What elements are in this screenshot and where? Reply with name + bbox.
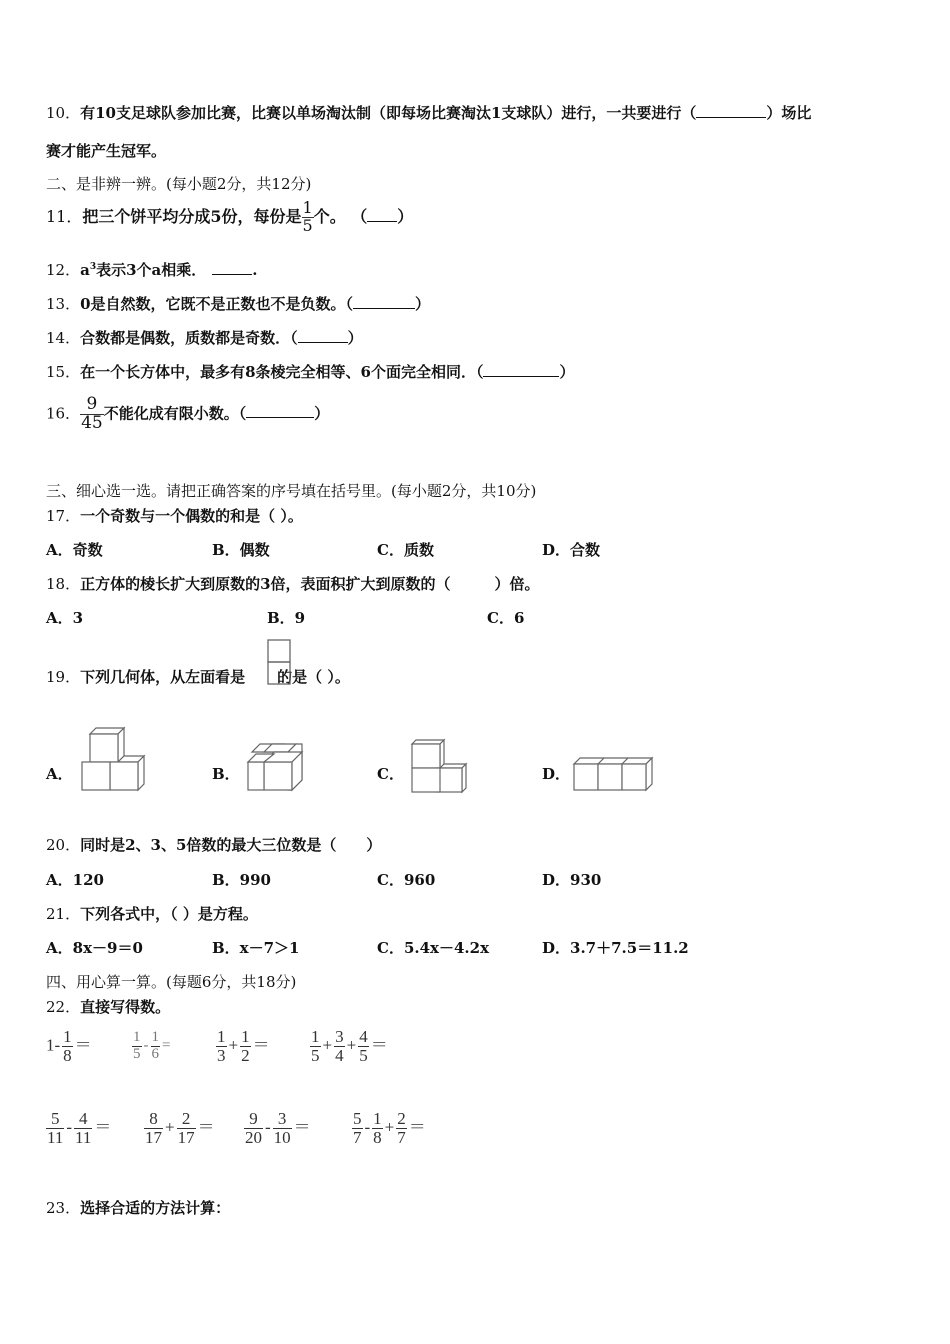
question-text: 有10支足球队参加比赛，比赛以单场淘汰制（即每场比赛淘汰1支球队）进行，一共要进行（ — [80, 104, 697, 122]
question-text: ） — [559, 363, 575, 381]
question-text: ） — [397, 206, 414, 226]
calc-expression: $\frac{1}{5}$ - $\frac{1}{6}$ = — [133, 1029, 171, 1062]
question-12 — [46, 259, 258, 280]
option-b[interactable]: B．x－7＞1 — [212, 939, 300, 957]
question-text: ） — [347, 329, 363, 347]
question-text: 下列各式中，（ ）是方程。 — [80, 905, 258, 923]
option-c[interactable]: C．质数 — [377, 541, 434, 559]
option-a[interactable]: A．3 — [46, 609, 84, 627]
question-13 — [46, 293, 430, 314]
question-15 — [46, 361, 575, 382]
question-22 — [46, 996, 170, 1017]
option-b[interactable]: B．990 — [212, 871, 271, 889]
calc-expression: $\frac{1}{5}$ + $\frac{3}{4}$ + $\frac{4}{5}$ ＝ — [311, 1027, 388, 1065]
option-b[interactable]: B．9 — [267, 609, 306, 627]
question-text: ） — [415, 295, 431, 313]
answer-blank[interactable] — [353, 293, 415, 309]
question-17 — [46, 505, 303, 526]
calc-expression: 1- $\frac{1}{8}$ ＝ — [46, 1027, 92, 1065]
question-text: 表示3个a相乘． — [96, 261, 207, 279]
option-d[interactable]: D．930 — [542, 871, 602, 889]
question-number: 22． — [46, 998, 81, 1016]
option-a[interactable]: A．奇数 — [46, 541, 103, 559]
question-number: 12． — [46, 261, 81, 279]
question-number: 17． — [46, 507, 81, 525]
option-c[interactable]: C． — [377, 765, 404, 783]
question-number: 23． — [46, 1199, 81, 1217]
question-text: 0是自然数，它既不是正数也不是负数。（ — [80, 295, 354, 313]
section-heading-4: 四、用心算一算。(每题6分，共18分) — [46, 973, 297, 991]
question-18 — [46, 573, 540, 594]
power-base: a — [80, 261, 90, 279]
section-heading-2: 二、是非辨一辨。(每小题2分，共12分) — [46, 175, 312, 193]
question-number: 13． — [46, 295, 81, 313]
question-number: 14． — [46, 329, 81, 347]
cube-figure-c[interactable] — [408, 736, 470, 796]
answer-blank[interactable] — [298, 327, 348, 343]
question-23 — [46, 1197, 230, 1218]
question-19 — [46, 666, 350, 687]
calc-expression: $\frac{1}{3}$ + $\frac{1}{2}$ ＝ — [217, 1027, 270, 1065]
option-b[interactable]: B． — [212, 765, 240, 783]
question-number: 21． — [46, 905, 81, 923]
question-text: ）场比 — [766, 104, 812, 122]
question-text: 下列几何体，从左面看是 — [80, 668, 246, 686]
option-c[interactable]: C．960 — [377, 871, 436, 889]
question-16 — [46, 396, 329, 433]
option-d[interactable]: D． — [542, 765, 571, 783]
question-21 — [46, 903, 258, 924]
question-number: 16． — [46, 404, 81, 423]
question-text: 正方体的棱长扩大到原数的3倍，表面积扩大到原数的（ — [80, 575, 451, 593]
question-text: ）倍。 — [494, 575, 540, 593]
calc-expression: $\frac{5}{7}$ - $\frac{1}{8}$ + $\frac{2}{7}$ ＝ — [353, 1109, 426, 1147]
cube-figure-d[interactable] — [570, 754, 656, 794]
question-text: . — [252, 261, 258, 279]
calc-expression: $\frac{9}{20}$ - $\frac{3}{10}$ ＝ — [245, 1109, 311, 1147]
question-text: 同时是2、3、5倍数的最大三位数是（ ） — [80, 836, 382, 854]
question-text: 把三个饼平均分成5份，每份是 — [82, 206, 302, 226]
question-14 — [46, 327, 363, 348]
answer-blank[interactable] — [367, 205, 397, 222]
question-number: 20． — [46, 836, 81, 854]
power-exponent: 3 — [89, 262, 97, 272]
question-number: 19． — [46, 668, 81, 686]
question-20 — [46, 834, 381, 855]
answer-blank[interactable] — [483, 361, 559, 377]
option-d[interactable]: D．合数 — [542, 541, 601, 559]
option-a[interactable]: A．120 — [46, 871, 104, 889]
option-a[interactable]: A． — [46, 765, 73, 783]
question-text: 个。 （ — [313, 206, 368, 226]
section-heading-3: 三、细心选一选。请把正确答案的序号填在括号里。(每小题2分，共10分) — [46, 482, 537, 500]
option-d[interactable]: D．3.7＋7.5＝11.2 — [542, 939, 689, 957]
option-a[interactable]: A．8x－9＝0 — [46, 939, 143, 957]
calc-expression: $\frac{8}{17}$ + $\frac{2}{17}$ ＝ — [145, 1109, 215, 1147]
fraction: $\frac{1}{5}$ — [302, 198, 313, 235]
cube-figure-b[interactable] — [244, 740, 306, 796]
question-number: 11． — [46, 206, 83, 226]
answer-blank[interactable] — [696, 102, 766, 118]
question-10 — [46, 102, 811, 123]
option-c[interactable]: C．5.4x－4.2x — [377, 939, 490, 957]
option-b[interactable]: B．偶数 — [212, 541, 270, 559]
cube-figure-a[interactable] — [78, 726, 150, 796]
question-11 — [46, 200, 413, 235]
question-text: 合数都是偶数，质数都是奇数．（ — [80, 329, 298, 347]
option-c[interactable]: C．6 — [487, 609, 525, 627]
question-text: 直接写得数。 — [80, 998, 171, 1016]
question-text: 的是（ ）。 — [277, 668, 350, 686]
question-text: 选择合适的方法计算： — [80, 1199, 231, 1217]
calc-expression: $\frac{5}{11}$ - $\frac{4}{11}$ ＝ — [47, 1109, 112, 1147]
fraction: $\frac{9}{45}$ — [81, 394, 103, 433]
question-number: 15． — [46, 363, 81, 381]
question-text: 在一个长方体中，最多有8条棱完全相等、6个面完全相同．（ — [80, 363, 484, 381]
question-text: 不能化成有限小数。（ — [103, 404, 247, 423]
answer-blank[interactable] — [212, 259, 252, 275]
question-text: ） — [314, 404, 330, 423]
left-view-figure — [267, 638, 293, 688]
question-number: 10． — [46, 104, 81, 122]
answer-blank[interactable] — [246, 402, 314, 418]
question-number: 18． — [46, 575, 81, 593]
question-text: 一个奇数与一个偶数的和是（ ）。 — [80, 507, 303, 525]
question-10-line2: 赛才能产生冠军。 — [46, 142, 167, 160]
